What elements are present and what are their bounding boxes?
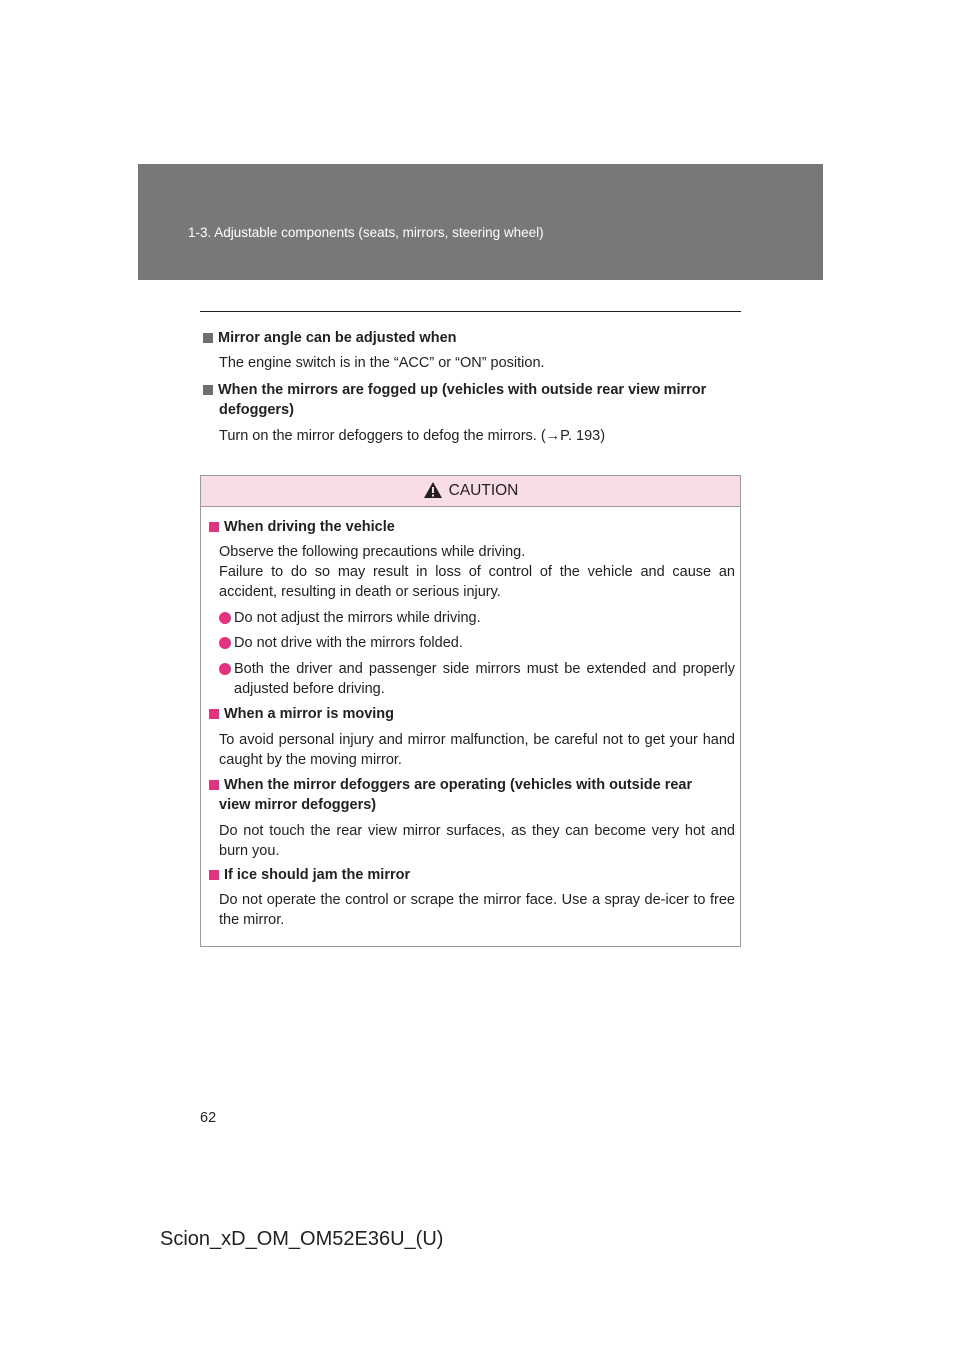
- caution-header: [201, 476, 740, 507]
- caution-title-driving: When driving the vehicle: [209, 517, 395, 537]
- bullet-item: Both the driver and passenger side mirrors must be extended and properly adjusted before driving.: [219, 659, 735, 699]
- note-body-mirror-angle: The engine switch is in the “ACC” or “ON” position.: [219, 355, 545, 371]
- bullet-item: Do not adjust the mirrors while driving.: [219, 608, 735, 628]
- caution-body-mirror-moving: To avoid personal injury and mirror malfunction, be careful not to get your hand caught by the moving mirror.: [219, 732, 735, 768]
- square-bullet-icon: [209, 870, 219, 880]
- chapter-title: 1-3. Adjustable components (seats, mirrors, steering wheel): [188, 225, 544, 240]
- round-bullet-icon: [219, 637, 231, 649]
- chapter-header-band: [138, 164, 823, 280]
- note-body-fogged-mirrors: Turn on the mirror defoggers to defog the mirrors. (→P. 193): [219, 428, 606, 444]
- caution-title-defoggers-cont: view mirror defoggers): [219, 797, 377, 813]
- note-title-fogged-mirrors: When the mirrors are fogged up (vehicles with outside rear view mirror: [203, 380, 706, 400]
- caution-heading: CAUTION: [448, 482, 519, 499]
- caution-title-ice: If ice should jam the mirror: [209, 865, 410, 885]
- caution-body-driving-warning: Failure to do so may result in loss of control of the vehicle and cause an accident, resulting in death or serious injury.: [219, 564, 735, 600]
- note-title-fogged-mirrors-cont: defoggers): [219, 402, 294, 418]
- bullet-item: Do not drive with the mirrors folded.: [219, 633, 735, 653]
- square-bullet-icon: [209, 522, 219, 532]
- warning-triangle-icon: [423, 481, 443, 505]
- caution-body-defoggers: Do not touch the rear view mirror surfaces, as they can become very hot and burn you.: [219, 823, 735, 859]
- round-bullet-icon: [219, 663, 231, 675]
- square-bullet-icon: [203, 385, 213, 395]
- square-bullet-icon: [203, 333, 213, 343]
- document-id: Scion_xD_OM_OM52E36U_(U): [160, 1228, 444, 1250]
- caution-box: [200, 475, 741, 947]
- note-title-mirror-angle: Mirror angle can be adjusted when: [203, 328, 457, 348]
- caution-title-mirror-moving: When a mirror is moving: [209, 704, 394, 724]
- caution-body-ice: Do not operate the control or scrape the mirror face. Use a spray de-icer to free the mirror.: [219, 892, 735, 928]
- page-number: 62: [200, 1110, 217, 1126]
- round-bullet-icon: [219, 612, 231, 624]
- header-divider: [200, 311, 741, 312]
- square-bullet-icon: [209, 780, 219, 790]
- caution-title-defoggers: When the mirror defoggers are operating (vehicles with outside rear: [209, 775, 692, 795]
- caution-body-driving-intro: Observe the following precautions while driving.: [219, 544, 526, 560]
- square-bullet-icon: [209, 709, 219, 719]
